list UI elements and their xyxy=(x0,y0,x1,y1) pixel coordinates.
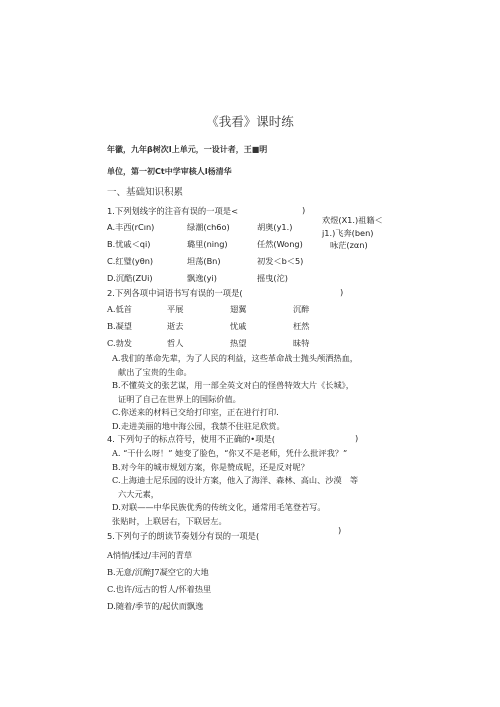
q1-d-3: 摇曳(沱) xyxy=(257,273,288,283)
q4-options xyxy=(112,447,358,528)
q4-option-c: C.上海迪士尼乐园的设计方案，他入了海洋、森林、高山、沙漠 等 xyxy=(112,475,359,485)
meta-line-unit: 单位，第一初Ct中学审核人I杨清华 xyxy=(107,167,232,176)
q5-option-d: D.随着/季节的/起伏而飘逸 xyxy=(107,601,204,611)
q1-side-line-2: j1.)飞奔(ben) xyxy=(322,227,374,238)
q1-side-line-3: 咏茫(zαn) xyxy=(330,240,368,250)
q2-c-3: 热望 xyxy=(230,338,247,348)
q5-option-c: C.也许/远古的哲人/怀着热里 xyxy=(107,584,212,594)
q1-d-2: 飘逸(yi) xyxy=(187,273,217,283)
q1-a-1: A.丰西(rCın) xyxy=(107,222,155,232)
q5-stem: 5.下列句子的朗读节奏划分有误的一项是( xyxy=(107,531,260,541)
q4-paren: ) xyxy=(355,433,359,443)
q3-options xyxy=(112,352,358,433)
q3-option-c: C.你送来的材料已交给打印室，正在进行打印. xyxy=(112,407,279,417)
q2-c-2: 哲人 xyxy=(167,338,184,348)
q3-option-d: D.走进美丽的地中海公园，我禁不住驻足欣赏。 xyxy=(112,420,285,431)
q2-stem: 2.下列各项中词语书写有误的一项是( xyxy=(107,288,243,298)
q3-option-b: B.不懂英文的张艺谋，用一部全英文对白的怪兽特效大片《长城》， xyxy=(112,380,354,390)
q2-a-2: 平展 xyxy=(167,304,184,314)
q4-option-c-cont: 六大元素， xyxy=(118,488,159,499)
q2-a-3: 翅翼 xyxy=(230,304,247,314)
q2-b-3: 忧戚 xyxy=(230,321,247,331)
q3-option-a: A.我们的革命先辈，为了人民的利益，这些革命战士抛头颅洒热血， xyxy=(112,353,358,363)
q2-a-1: A.低首 xyxy=(107,304,132,314)
q4-option-d-cont: 张贴时，上联居右，下联居左。 xyxy=(112,515,227,526)
q2-c-1: C.勃发 xyxy=(107,338,132,348)
q4-option-b: B.对今年的城市规划方案，你是赞成呢，还是反对呢？ xyxy=(112,461,309,472)
q2-b-2: 逝去 xyxy=(167,321,184,331)
q1-b-3: 任然(Wong) xyxy=(257,239,303,249)
q5-paren: ) xyxy=(338,525,342,535)
q1-side-note xyxy=(322,214,383,252)
q2-paren: ) xyxy=(340,287,344,297)
q1-stem: 1.下列划线字的注音有误的一项是< xyxy=(107,206,239,216)
q1-c-3: 初发＜b＜5) xyxy=(257,256,304,266)
q4-stem: 4. 下列句子的标点符号，使用不正确的•项是( xyxy=(107,434,276,444)
q3-option-b-cont: 证明了自己在世界上的国际价值。 xyxy=(118,393,241,404)
q4-option-d: D.对联——中华民族优秀的传统文化，通常用毛笔登若写。 xyxy=(112,502,326,512)
q2-b-1: B.凝望 xyxy=(107,321,132,331)
q1-a-2: 绿潮(ch6o) xyxy=(187,222,230,232)
q1-d-1: D.沉酷(ZUi) xyxy=(107,273,153,283)
page-title: 《我看》课时练 xyxy=(206,114,294,129)
section-heading: 一、基础知识积累 xyxy=(107,187,184,198)
q3-option-a-cont: 献出了宝贵的生命。 xyxy=(118,366,192,377)
meta-line-grade: 年徽，九年β树次I上单元，一设计者，王■明 xyxy=(107,145,268,154)
q5-options xyxy=(107,547,211,615)
q1-b-2: 璐里(ning) xyxy=(187,239,228,249)
q2-a-4: 沉醉 xyxy=(293,304,310,314)
q1-a-3: 胡奥(y1.) xyxy=(257,222,293,232)
q5-option-b: B.无意/沉醉J7凝空它的大地 xyxy=(107,567,209,577)
q1-side-line-1: 欢煜(X1.)祖籍＜ xyxy=(322,215,383,225)
q1-c-1: C.红璧(yθn) xyxy=(107,256,154,266)
q2-c-4: 昧特 xyxy=(293,338,310,348)
q1-paren: ) xyxy=(302,205,306,215)
q5-option-a: A悄悄/揉过/丰河的青草 xyxy=(107,550,193,560)
q1-b-1: B.忧戚＜qi) xyxy=(107,239,151,249)
q4-option-a: A. “干什么呀！” 她变了脸色，“你又不是老师，凭什么批评我？” xyxy=(112,448,348,458)
q2-b-4: 枉然 xyxy=(293,321,310,331)
q1-c-2: 坦荡(Bn) xyxy=(187,256,221,266)
